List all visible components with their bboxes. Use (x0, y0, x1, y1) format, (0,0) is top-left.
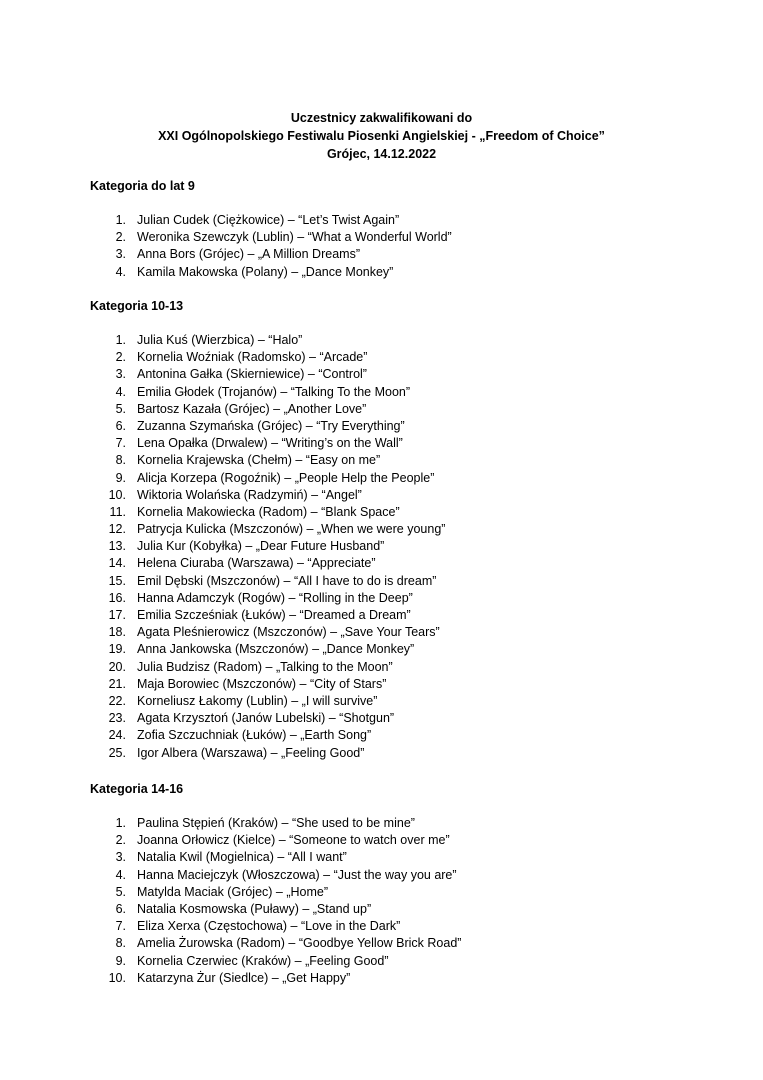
list-item-number: 15. (108, 573, 126, 588)
list-item (90, 641, 730, 658)
list-item (90, 867, 730, 884)
participant-entry: Kornelia Krajewska (Chełm) – “Easy on me” (137, 453, 381, 468)
list-item-number: 24. (108, 728, 126, 743)
list-item-number: 4. (115, 264, 126, 279)
participant-entry: Lena Opałka (Drwalew) – “Writing’s on the Wall” (137, 436, 403, 451)
list-item-number: 11. (109, 504, 126, 519)
list-item (90, 487, 730, 504)
category-title: Kategoria 14-16 (90, 782, 184, 796)
participant-list (90, 212, 730, 281)
participant-entry: Agata Pleśnierowicz (Mszczonów) – „Save Your Tears” (137, 625, 440, 640)
participant-entry: Korneliusz Łakomy (Lublin) – „I will survive” (137, 693, 378, 708)
participant-entry: Wiktoria Wolańska (Radzymiń) – “Angel” (137, 487, 362, 502)
list-item (90, 953, 730, 970)
list-item (90, 884, 730, 901)
list-item-number: 3. (115, 850, 126, 865)
participant-entry: Emil Dębski (Mszczonów) – “All I have to do is dream” (137, 573, 437, 588)
list-item-number: 1. (115, 213, 126, 227)
list-item-number: 9. (115, 470, 126, 485)
list-item-number: 1. (115, 816, 126, 830)
list-item (90, 624, 730, 641)
list-item (90, 607, 730, 624)
participant-entry: Julia Budzisz (Radom) – „Talking to the Moon” (137, 659, 393, 674)
list-item (90, 212, 730, 229)
participant-entry: Kamila Makowska (Polany) – „Dance Monkey” (137, 264, 394, 279)
list-item (90, 504, 730, 521)
list-item-number: 6. (115, 418, 126, 433)
list-item (90, 693, 730, 710)
participant-entry: Bartosz Kazała (Grójec) – „Another Love” (137, 401, 367, 416)
list-item (90, 935, 730, 952)
participant-entry: Eliza Xerxa (Częstochowa) – “Love in the Dark” (137, 919, 401, 934)
list-item-number: 20. (108, 659, 126, 674)
list-item (90, 538, 730, 555)
participant-entry: Hanna Adamczyk (Rogów) – “Rolling in the Deep” (137, 590, 413, 605)
participant-entry: Agata Krzysztoń (Janów Lubelski) – “Shotgun” (137, 711, 395, 726)
list-item-number: 7. (115, 436, 126, 451)
participant-entry: Natalia Kwil (Mogielnica) – “All I want” (137, 850, 347, 865)
list-item (90, 555, 730, 572)
list-item (90, 815, 730, 832)
list-item-number: 9. (115, 953, 126, 968)
list-item-number: 16. (108, 590, 126, 605)
list-item (90, 349, 730, 366)
list-item (90, 918, 730, 935)
list-item (90, 384, 730, 401)
list-item-number: 2. (115, 833, 126, 848)
list-item-number: 6. (115, 901, 126, 916)
participant-entry: Kornelia Makowiecka (Radom) – “Blank Space” (137, 504, 400, 519)
participant-entry: Weronika Szewczyk (Lublin) – “What a Wonderful World” (137, 230, 452, 245)
list-item-number: 13. (108, 539, 126, 554)
list-item (90, 332, 730, 349)
list-item-number: 12. (108, 522, 126, 537)
list-item (90, 246, 730, 263)
list-item-number: 5. (115, 884, 126, 899)
list-item-number: 4. (115, 867, 126, 882)
list-item (90, 745, 730, 762)
participant-entry: Julian Cudek (Ciężkowice) – “Let’s Twist Again” (137, 213, 400, 227)
participant-entry: Kornelia Czerwiec (Kraków) – „Feeling Good” (137, 953, 389, 968)
participant-entry: Igor Albera (Warszawa) – „Feeling Good” (137, 745, 365, 760)
list-item-number: 8. (115, 453, 126, 468)
list-item-number: 19. (108, 642, 126, 657)
participant-entry: Matylda Maciak (Grójec) – „Home” (137, 884, 329, 899)
list-item (90, 970, 730, 987)
list-item-number: 2. (115, 230, 126, 245)
list-item (90, 452, 730, 469)
category-section (90, 177, 730, 281)
list-item (90, 435, 730, 452)
list-item (90, 470, 730, 487)
document-header (0, 109, 763, 163)
participant-entry: Joanna Orłowicz (Kielce) – “Someone to watch over me” (137, 833, 450, 848)
list-item-number: 5. (115, 401, 126, 416)
participant-entry: Zofia Szczuchniak (Łuków) – „Earth Song” (137, 728, 372, 743)
list-item (90, 849, 730, 866)
list-item-number: 3. (115, 367, 126, 382)
participant-entry: Patrycja Kulicka (Mszczonów) – „When we were young” (137, 522, 446, 537)
list-item-number: 2. (115, 350, 126, 365)
list-item-number: 4. (115, 384, 126, 399)
participant-entry: Julia Kuś (Wierzbica) – “Halo” (137, 333, 303, 347)
list-item-number: 25. (108, 745, 126, 760)
header-place-date: Grójec, 14.12.2022 (326, 147, 437, 161)
participant-entry: Hanna Maciejczyk (Włoszczowa) – “Just the way you are” (137, 867, 457, 882)
list-item-number: 17. (108, 608, 126, 622)
category-section (90, 297, 730, 762)
list-item (90, 676, 730, 693)
participant-entry: Zuzanna Szymańska (Grójec) – “Try Everything” (137, 418, 405, 433)
list-item (90, 573, 730, 590)
participant-entry: Emilia Szcześniak (Łuków) – “Dreamed a Dream” (137, 608, 411, 622)
list-item (90, 366, 730, 383)
list-item (90, 590, 730, 607)
participant-entry: Kornelia Woźniak (Radomsko) – “Arcade” (137, 350, 368, 365)
list-item (90, 832, 730, 849)
list-item (90, 710, 730, 727)
list-item (90, 659, 730, 676)
list-item (90, 521, 730, 538)
participant-entry: Anna Bors (Grójec) – „A Million Dreams” (137, 247, 360, 262)
list-item (90, 401, 730, 418)
list-item-number: 21. (108, 676, 126, 691)
list-item-number: 10. (108, 487, 126, 502)
list-item (90, 901, 730, 918)
list-item-number: 1. (115, 333, 126, 347)
participant-entry: Maja Borowiec (Mszczonów) – “City of Stars” (137, 676, 387, 691)
header-title: Uczestnicy zakwalifikowani do (290, 111, 473, 125)
participant-entry: Natalia Kosmowska (Puławy) – „Stand up” (137, 901, 372, 916)
participant-entry: Katarzyna Żur (Siedlce) – „Get Happy” (137, 970, 351, 985)
list-item-number: 8. (115, 936, 126, 951)
list-item (90, 418, 730, 435)
participant-list (90, 815, 730, 987)
list-item (90, 727, 730, 744)
category-title: Kategoria do lat 9 (90, 179, 195, 193)
participant-entry: Emilia Głodek (Trojanów) – “Talking To the Moon” (137, 384, 411, 399)
list-item (90, 229, 730, 246)
header-festival-name: XXI Ogólnopolskiego Festiwalu Piosenki Angielskiej - „Freedom of Choice” (158, 129, 605, 143)
list-item-number: 18. (108, 625, 126, 640)
list-item-number: 7. (115, 919, 126, 934)
participant-entry: Paulina Stępień (Kraków) – “She used to be mine” (137, 816, 415, 830)
list-item (90, 264, 730, 281)
participant-entry: Antonina Gałka (Skierniewice) – “Control” (137, 367, 367, 382)
participant-entry: Helena Ciuraba (Warszawa) – “Appreciate” (137, 556, 376, 571)
category-section (90, 780, 730, 987)
list-item-number: 22. (108, 693, 126, 708)
list-item-number: 14. (108, 556, 126, 571)
participant-entry: Anna Jankowska (Mszczonów) – „Dance Monkey” (137, 642, 415, 657)
list-item-number: 3. (115, 247, 126, 262)
participant-entry: Alicja Korzepa (Rogoźnik) – „People Help the People” (137, 470, 435, 485)
participant-entry: Amelia Żurowska (Radom) – “Goodbye Yellow Brick Road” (137, 936, 462, 951)
participant-list (90, 332, 730, 762)
category-title: Kategoria 10-13 (90, 299, 184, 313)
participant-entry: Julia Kur (Kobyłka) – „Dear Future Husband” (137, 539, 385, 554)
list-item-number: 23. (108, 711, 126, 726)
list-item-number: 10. (108, 970, 126, 985)
